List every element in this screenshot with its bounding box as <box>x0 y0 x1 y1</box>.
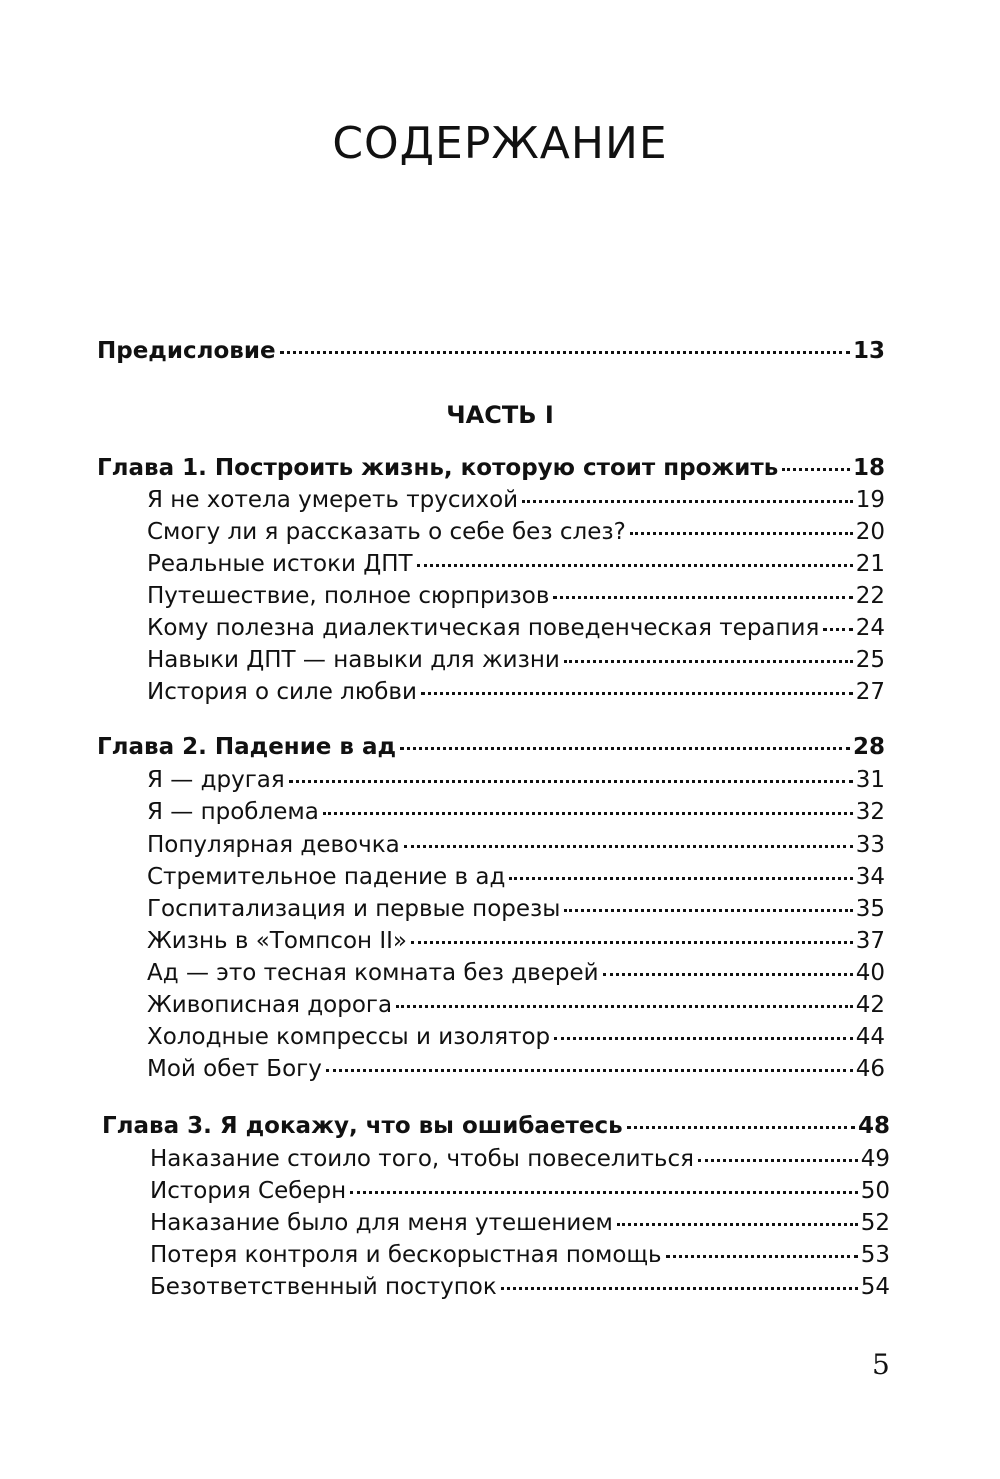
dot-leader <box>553 596 852 599</box>
toc-entry-section[interactable] <box>147 765 885 795</box>
toc-entry-page: 33 <box>855 832 885 858</box>
toc-entry-label: Холодные компрессы и изолятор <box>147 1024 551 1050</box>
toc-entry-section[interactable] <box>150 1208 890 1238</box>
toc-entry-page: 54 <box>860 1274 890 1300</box>
dot-leader <box>522 500 853 503</box>
toc-entry-section[interactable] <box>147 1054 885 1084</box>
dot-leader <box>411 941 853 944</box>
dot-leader <box>509 877 852 880</box>
toc-entry-label: Навыки ДПТ — навыки для жизни <box>147 647 560 673</box>
dot-leader <box>603 973 853 976</box>
dot-leader <box>396 1005 853 1008</box>
toc-entry-page: 34 <box>855 864 885 890</box>
toc-entry-section[interactable] <box>147 797 885 827</box>
dot-leader <box>326 1069 853 1072</box>
toc-entry-label: Я — другая <box>147 767 285 793</box>
dot-leader <box>350 1191 858 1194</box>
toc-entry-page: 18 <box>852 455 885 481</box>
dot-leader <box>554 1037 853 1040</box>
toc-entry-label: Жизнь в «Томпсон II» <box>147 928 408 954</box>
toc-entry-page: 52 <box>860 1210 890 1236</box>
toc-entry-section[interactable] <box>147 990 885 1020</box>
toc-entry-page: 22 <box>855 583 885 609</box>
toc-entry-chapter[interactable] <box>102 1111 890 1141</box>
toc-entry-section[interactable] <box>147 677 885 707</box>
dot-leader <box>630 532 853 535</box>
toc-entry-section[interactable] <box>147 549 885 579</box>
dot-leader <box>417 564 853 567</box>
toc-entry-label: Кому полезна диалектическая поведенческая терапия <box>147 615 820 641</box>
toc-entry-page: 42 <box>855 992 885 1018</box>
toc-entry-page: 21 <box>855 551 885 577</box>
toc-entry-page: 31 <box>855 767 885 793</box>
toc-entry-section[interactable] <box>147 830 885 860</box>
toc-entry-section[interactable] <box>150 1176 890 1206</box>
toc-entry-label: Наказание было для меня утешением <box>150 1210 613 1236</box>
toc-entry-label: Предисловие <box>97 338 276 364</box>
toc-entry-section[interactable] <box>150 1240 890 1270</box>
toc-entry-label: Реальные истоки ДПТ <box>147 551 413 577</box>
part-heading: ЧАСТЬ I <box>446 401 554 429</box>
toc-entry-page: 32 <box>855 799 885 825</box>
dot-leader <box>404 845 853 848</box>
dot-leader <box>564 909 852 912</box>
toc-entry-page: 24 <box>855 615 885 641</box>
toc-entry-label: Безответственный поступок <box>150 1274 497 1300</box>
toc-entry-page: 46 <box>855 1056 885 1082</box>
toc-entry-section[interactable] <box>147 485 885 515</box>
toc-entry-page: 48 <box>857 1113 890 1139</box>
page-title: СОДЕРЖАНИЕ <box>332 118 668 169</box>
toc-entry-label: Госпитализация и первые порезы <box>147 896 561 922</box>
dot-leader <box>501 1287 858 1290</box>
toc-entry-page: 19 <box>855 487 885 513</box>
toc-entry-section[interactable] <box>147 581 885 611</box>
toc-entry-page: 20 <box>855 519 885 545</box>
toc-entry-label: Популярная девочка <box>147 832 400 858</box>
toc-entry-label: Стремительное падение в ад <box>147 864 506 890</box>
toc-entry-chapter[interactable] <box>97 732 885 762</box>
toc-entry-label: Глава 3. Я докажу, что вы ошибаетесь <box>102 1113 623 1139</box>
page-number: 5 <box>872 1348 890 1381</box>
toc-entry-chapter[interactable] <box>97 453 885 483</box>
toc-entry-label: Смогу ли я рассказать о себе без слез? <box>147 519 626 545</box>
toc-entry-label: Ад — это тесная комната без дверей <box>147 960 599 986</box>
toc-entry-section[interactable] <box>147 894 885 924</box>
dot-leader <box>289 780 853 783</box>
toc-entry-label: Путешествие, полное сюрпризов <box>147 583 550 609</box>
toc-entry-section[interactable] <box>147 926 885 956</box>
toc-entry-page: 25 <box>855 647 885 673</box>
toc-entry-section[interactable] <box>147 1022 885 1052</box>
toc-entry-label: Мой обет Богу <box>147 1056 322 1082</box>
dot-leader <box>782 468 850 471</box>
toc-entry-section[interactable] <box>147 958 885 988</box>
dot-leader <box>666 1255 858 1258</box>
toc-entry-page: 27 <box>855 679 885 705</box>
toc-entry-label: Я — проблема <box>147 799 319 825</box>
dot-leader <box>698 1159 858 1162</box>
toc-entry-page: 28 <box>852 734 885 760</box>
toc-entry-section[interactable] <box>147 862 885 892</box>
toc-entry-section[interactable] <box>150 1144 890 1174</box>
toc-entry-label: Глава 2. Падение в ад <box>97 734 397 760</box>
toc-entry-label: Живописная дорога <box>147 992 393 1018</box>
dot-leader <box>323 812 853 815</box>
dot-leader <box>400 747 850 750</box>
toc-entry-label: Наказание стоило того, чтобы повеселиться <box>150 1146 694 1172</box>
toc-entry-label: История о силе любви <box>147 679 417 705</box>
dot-leader <box>617 1223 858 1226</box>
toc-entry-preface[interactable] <box>97 336 885 366</box>
toc-entry-section[interactable] <box>147 613 885 643</box>
dot-leader <box>823 628 852 631</box>
dot-leader <box>627 1126 855 1129</box>
toc-entry-page: 53 <box>860 1242 890 1268</box>
toc-entry-label: История Себерн <box>150 1178 347 1204</box>
dot-leader <box>280 351 850 354</box>
dot-leader <box>421 692 853 695</box>
toc-entry-section[interactable] <box>147 645 885 675</box>
toc-entry-page: 35 <box>855 896 885 922</box>
toc-entry-page: 49 <box>860 1146 890 1172</box>
toc-entry-page: 13 <box>852 338 885 364</box>
toc-entry-section[interactable] <box>147 517 885 547</box>
toc-entry-page: 44 <box>855 1024 885 1050</box>
toc-entry-section[interactable] <box>150 1272 890 1302</box>
toc-entry-page: 40 <box>855 960 885 986</box>
toc-entry-page: 37 <box>855 928 885 954</box>
toc-entry-page: 50 <box>860 1178 890 1204</box>
toc-entry-label: Глава 1. Построить жизнь, которую стоит прожить <box>97 455 779 481</box>
toc-entry-label: Потеря контроля и бескорыстная помощь <box>150 1242 662 1268</box>
toc-entry-label: Я не хотела умереть трусихой <box>147 487 519 513</box>
dot-leader <box>564 660 853 663</box>
